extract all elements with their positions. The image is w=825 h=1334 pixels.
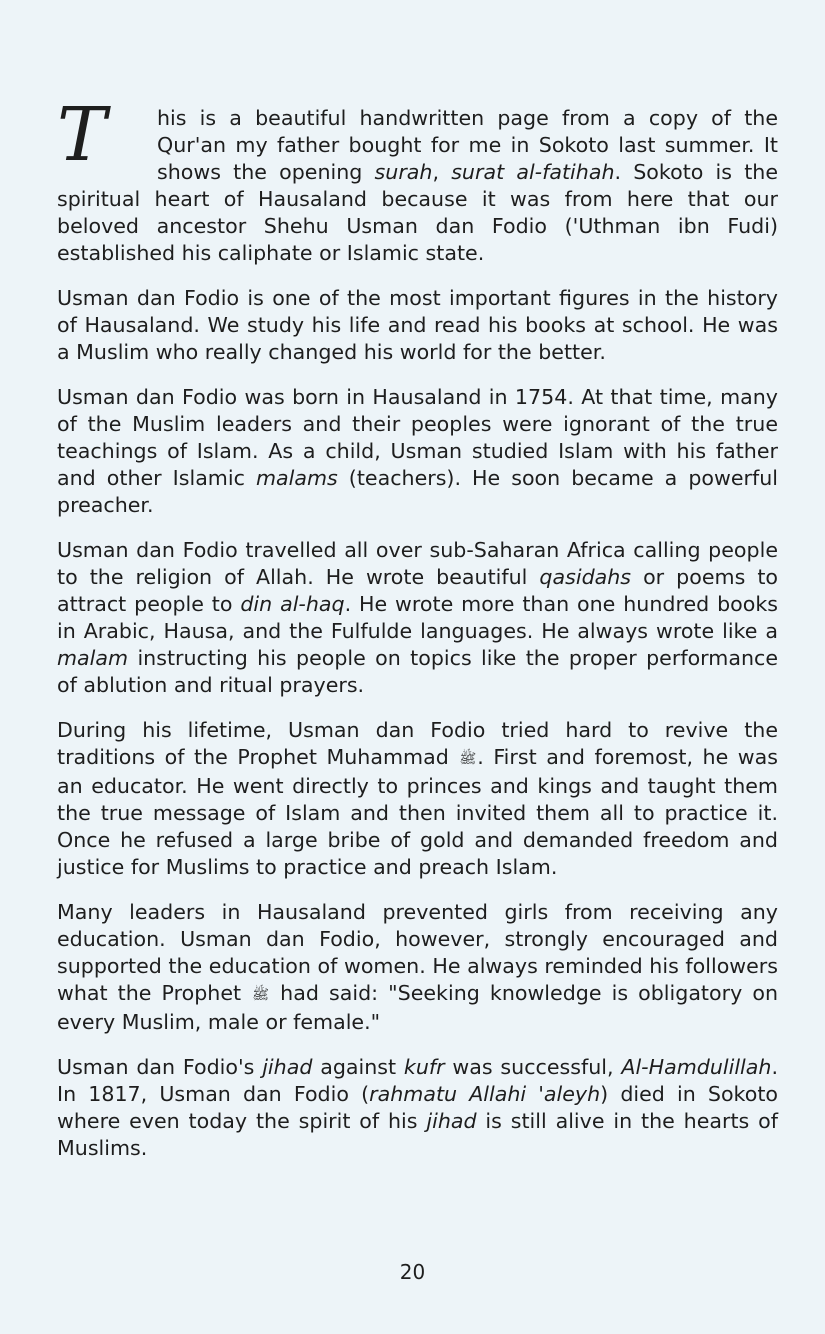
- text-run: had said: "Seeking knowledge is obligatory on every Muslim, male or female.": [57, 981, 778, 1034]
- page-number: 20: [399, 1260, 426, 1284]
- body-text: [57, 92, 779, 1180]
- honorific-glyph: ﷺ: [459, 751, 477, 767]
- paragraph: [57, 899, 778, 1036]
- text-run: ,: [432, 160, 452, 184]
- text-run: against: [312, 1055, 404, 1079]
- italic-term: malam: [57, 646, 129, 670]
- italic-term: rahmatu Allahi 'aleyh: [369, 1082, 601, 1106]
- text-run: was successful,: [444, 1055, 622, 1079]
- italic-term: Al-Hamdulillah: [621, 1055, 772, 1079]
- text-run: is still alive in the hearts of Muslims.: [57, 1109, 778, 1160]
- text-run: ) died in Sokoto where even today the spirit of his: [57, 1082, 779, 1133]
- text-run: Many leaders in Hausaland prevented girls from receiving any education. Usman dan Fodio, however, strongly encouraged and supported the education of women. He always reminded his followers what the Prophet: [57, 900, 778, 1005]
- paragraph: [57, 1054, 778, 1162]
- text-run: instructing his people on topics like the proper performance of ablution and ritual prayers.: [57, 646, 778, 697]
- drop-cap: T: [57, 92, 107, 178]
- text-run: (teachers). He soon became a powerful preacher.: [57, 466, 779, 517]
- text-run: . He wrote more than one hundred books in Arabic, Hausa, and the Fulfulde languages. He always wrote like a: [57, 592, 778, 643]
- text-run: Usman dan Fodio is one of the most important figures in the history of Hausaland. We study his life and read his books at school. He was a Muslim who really changed his world for the better.: [57, 286, 778, 364]
- text-run: . Sokoto is the spiritual heart of Hausaland because it was from here that our beloved ancestor Shehu Usman dan Fodio ('Uthman ibn Fudi) established his caliphate or Islamic state.: [57, 160, 778, 265]
- text-run: his is a beautiful handwritten page from a copy of the Qur'an my father bought for me in Sokoto last summer. It shows the opening: [157, 106, 778, 184]
- italic-term: surah: [374, 160, 433, 184]
- italic-term: jihad: [262, 1055, 313, 1079]
- text-run: . First and foremost, he was an educator. He went directly to princes and kings and taught them the true message of Islam and then invited them all to practice it. Once he refused a large bribe of gold and demanded freedom and justice for Muslims to practice and preach Islam.: [57, 745, 778, 879]
- italic-term: jihad: [426, 1109, 477, 1133]
- honorific-glyph: ﷺ: [252, 987, 270, 1003]
- text-run: Usman dan Fodio travelled all over sub-Saharan Africa calling people to the religion of Allah. He wrote beautiful: [57, 538, 778, 589]
- paragraph: [57, 384, 778, 519]
- italic-term: malams: [255, 466, 338, 490]
- italic-term: surat al-fatihah: [451, 160, 615, 184]
- paragraph: [57, 717, 778, 881]
- italic-term: qasidahs: [539, 565, 632, 589]
- text-run: . In 1817, Usman dan Fodio (: [57, 1055, 778, 1106]
- italic-term: kufr: [403, 1055, 445, 1079]
- paragraph: [57, 92, 778, 267]
- text-run: or poems to attract people to: [57, 565, 778, 616]
- text-run: During his lifetime, Usman dan Fodio tried hard to revive the traditions of the Prophet Muhammad: [57, 718, 778, 769]
- text-run: Usman dan Fodio was born in Hausaland in 1754. At that time, many of the Muslim leaders and their peoples were ignorant of the true teachings of Islam. As a child, Usman studied Islam with his father and other Islamic: [57, 385, 778, 490]
- text-run: Usman dan Fodio's: [57, 1055, 263, 1079]
- paragraph: [57, 285, 778, 366]
- paragraph: [57, 537, 778, 699]
- italic-term: din al-haq: [240, 592, 345, 616]
